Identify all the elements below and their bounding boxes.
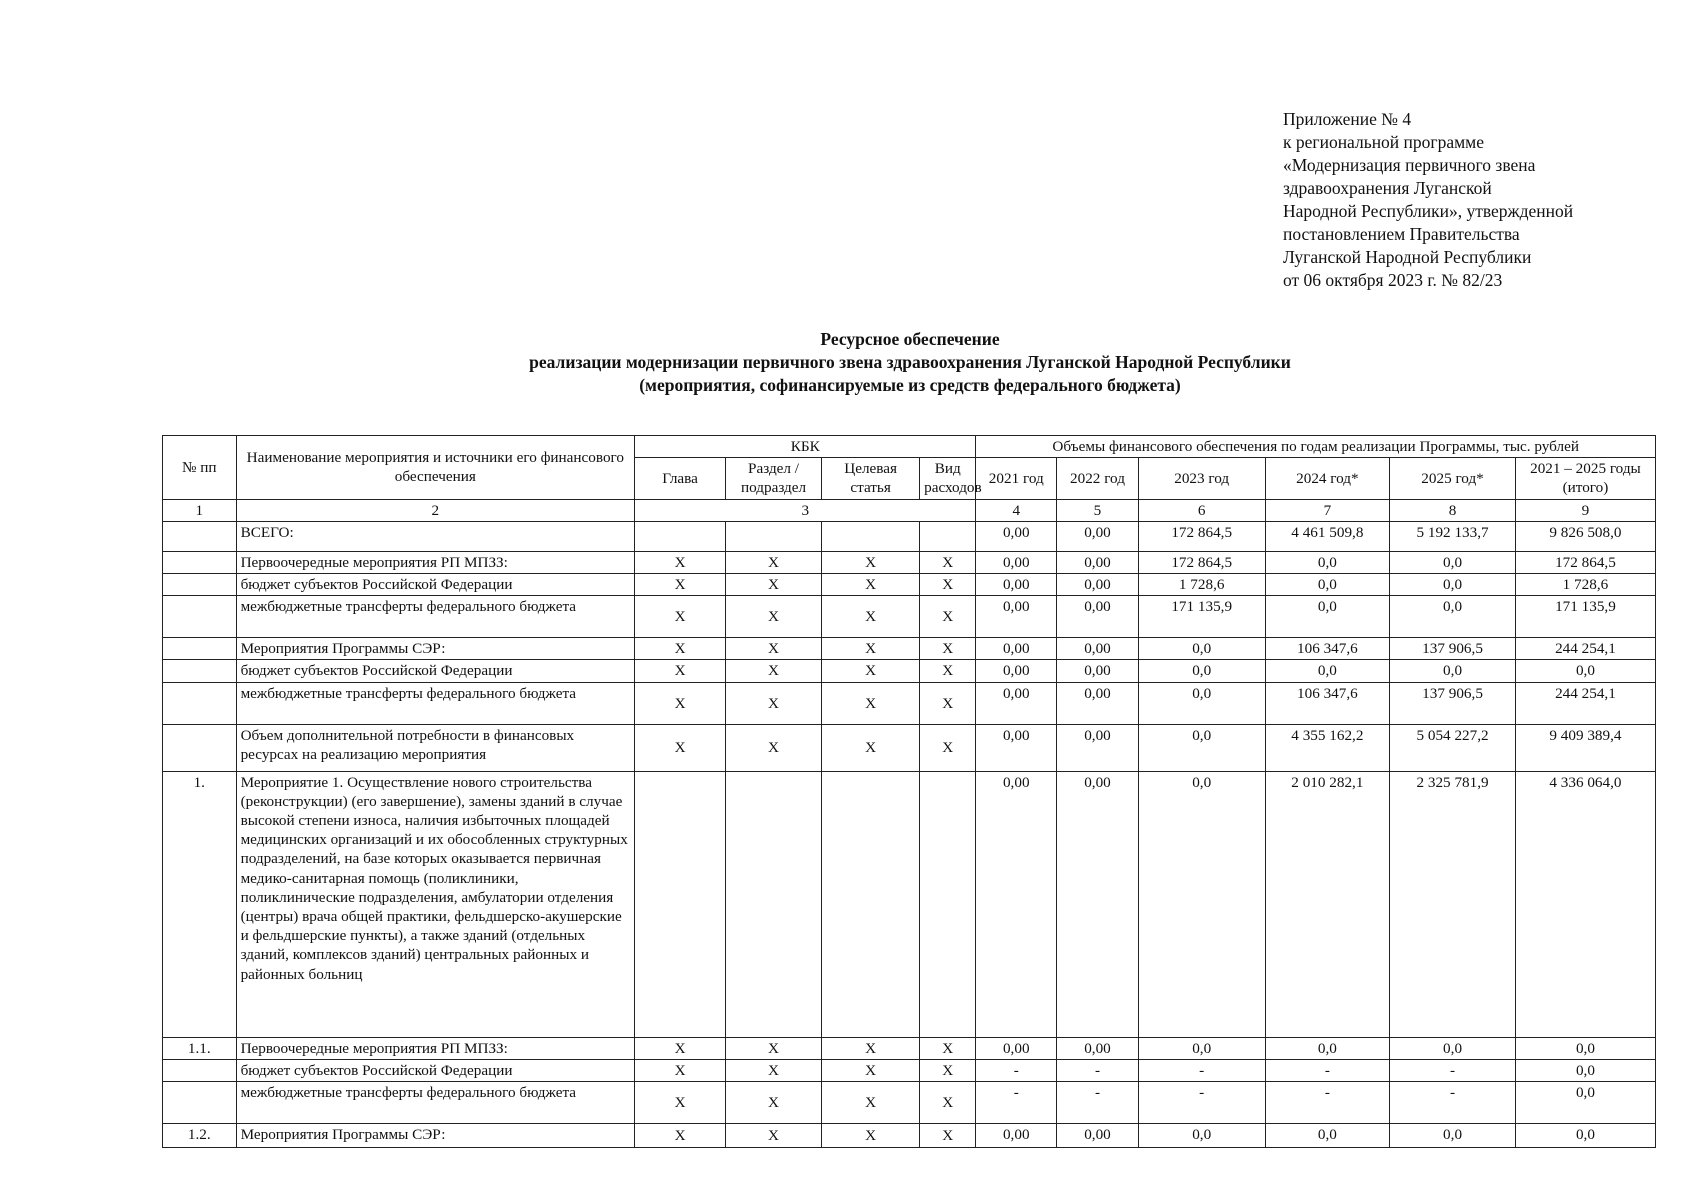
kbk-cell: X <box>822 1059 920 1081</box>
title-line-3: (мероприятия, софинансируемые из средств федерального бюджета) <box>639 375 1181 395</box>
value-cell: 0,0 <box>1390 1124 1516 1148</box>
header-2021: 2021 год <box>976 458 1057 499</box>
row-number <box>163 1059 237 1081</box>
table-row <box>163 551 1656 573</box>
row-name: Первоочередные мероприятия РП МПЗЗ: <box>236 551 635 573</box>
table-row <box>163 1124 1656 1148</box>
value-cell: 0,0 <box>1138 1037 1265 1059</box>
value-cell: 0,0 <box>1390 660 1516 682</box>
value-cell: 0,00 <box>1057 1037 1139 1059</box>
value-cell: 0,0 <box>1265 551 1390 573</box>
kbk-cell: X <box>726 551 822 573</box>
row-name: Первоочередные мероприятия РП МПЗЗ: <box>236 1037 635 1059</box>
value-cell: 244 254,1 <box>1515 682 1655 724</box>
row-name: бюджет субъектов Российской Федерации <box>236 1059 635 1081</box>
header-celevaya: Целевая статья <box>822 458 920 499</box>
value-cell: - <box>976 1059 1057 1081</box>
appendix-line: здравоохранения Луганской <box>1283 178 1492 198</box>
row-name: Объем дополнительной потребности в финансовых ресурсах на реализацию мероприятия <box>236 724 635 771</box>
value-cell: 4 461 509,8 <box>1265 521 1390 551</box>
kbk-cell: X <box>822 551 920 573</box>
appendix-line: Приложение № 4 <box>1283 109 1412 129</box>
value-cell: 4 336 064,0 <box>1515 771 1655 1037</box>
kbk-cell: X <box>920 574 976 596</box>
header-num: № пп <box>163 436 237 500</box>
row-number <box>163 660 237 682</box>
value-cell: - <box>1265 1059 1390 1081</box>
row-name: межбюджетные трансферты федерального бюджета <box>236 1082 635 1124</box>
header-razdel: Раздел / подраздел <box>726 458 822 499</box>
colnum: 3 <box>635 499 976 521</box>
value-cell: 0,00 <box>976 1037 1057 1059</box>
appendix-line: Луганской Народной Республики <box>1283 247 1532 267</box>
table-row <box>163 521 1656 551</box>
value-cell: 172 864,5 <box>1515 551 1655 573</box>
value-cell: 0,0 <box>1515 660 1655 682</box>
value-cell: 0,0 <box>1390 574 1516 596</box>
value-cell: 0,0 <box>1138 771 1265 1037</box>
value-cell: - <box>1390 1059 1516 1081</box>
kbk-cell: X <box>920 551 976 573</box>
row-number <box>163 596 237 638</box>
header-2024: 2024 год* <box>1265 458 1390 499</box>
value-cell: - <box>1138 1082 1265 1124</box>
header-row <box>163 436 1656 458</box>
kbk-cell <box>822 771 920 1037</box>
value-cell: - <box>1057 1059 1139 1081</box>
row-name: межбюджетные трансферты федерального бюджета <box>236 596 635 638</box>
value-cell: 171 135,9 <box>1138 596 1265 638</box>
value-cell: 0,00 <box>1057 724 1139 771</box>
value-cell: 2 010 282,1 <box>1265 771 1390 1037</box>
table-row <box>163 771 1656 1037</box>
row-number <box>163 574 237 596</box>
kbk-cell: X <box>635 724 726 771</box>
kbk-cell: X <box>635 574 726 596</box>
appendix-line: от 06 октября 2023 г. № 82/23 <box>1283 270 1503 290</box>
value-cell: 172 864,5 <box>1138 521 1265 551</box>
value-cell: 106 347,6 <box>1265 638 1390 660</box>
value-cell: 0,00 <box>1057 574 1139 596</box>
value-cell: 0,0 <box>1390 551 1516 573</box>
table-row <box>163 1059 1656 1081</box>
value-cell: 5 054 227,2 <box>1390 724 1516 771</box>
header-2022: 2022 год <box>1057 458 1139 499</box>
value-cell: 172 864,5 <box>1138 551 1265 573</box>
value-cell: 0,0 <box>1515 1124 1655 1148</box>
value-cell: 0,00 <box>976 521 1057 551</box>
kbk-cell: X <box>920 1082 976 1124</box>
kbk-cell: X <box>726 1037 822 1059</box>
kbk-cell: X <box>726 638 822 660</box>
row-number <box>163 521 237 551</box>
table-row <box>163 660 1656 682</box>
value-cell: 0,00 <box>1057 521 1139 551</box>
kbk-cell: X <box>822 724 920 771</box>
value-cell: 244 254,1 <box>1515 638 1655 660</box>
header-kbk: КБК <box>635 436 976 458</box>
document-title <box>0 328 1696 397</box>
kbk-cell: X <box>822 660 920 682</box>
kbk-cell: X <box>920 638 976 660</box>
value-cell: 0,0 <box>1265 660 1390 682</box>
header-total: 2021 – 2025 годы (итого) <box>1515 458 1655 499</box>
value-cell: 137 906,5 <box>1390 638 1516 660</box>
kbk-cell <box>822 521 920 551</box>
colnum: 4 <box>976 499 1057 521</box>
value-cell: 106 347,6 <box>1265 682 1390 724</box>
value-cell: 1 728,6 <box>1515 574 1655 596</box>
table-row <box>163 682 1656 724</box>
header-2025: 2025 год* <box>1390 458 1516 499</box>
appendix-line: Народной Республики», утвержденной <box>1283 201 1574 221</box>
table-row <box>163 596 1656 638</box>
row-name: Мероприятие 1. Осуществление нового строительства (реконструкции) (его завершение), замены зданий в случае высокой степени износа, наличия избыточных площадей медицинских организаций и их обособленных структурных подразделений, на базе которых оказывается первичная медико-санитарная помощь (поликлиники, поликлинические подразделения, амбулатории отделения (центры) врача общей практики, фельдшерско-акушерские и фельдшерские пункты), а также зданий (отдельных зданий, комплексов зданий) центральных районных и районных больниц <box>236 771 635 1037</box>
table-row <box>163 638 1656 660</box>
value-cell: 2 325 781,9 <box>1390 771 1516 1037</box>
value-cell: 0,00 <box>1057 551 1139 573</box>
kbk-cell: X <box>822 682 920 724</box>
kbk-cell: X <box>726 1082 822 1124</box>
value-cell: - <box>1057 1082 1139 1124</box>
table-row <box>163 574 1656 596</box>
kbk-cell: X <box>726 660 822 682</box>
value-cell: 0,0 <box>1138 682 1265 724</box>
appendix-block <box>1283 108 1573 292</box>
row-number <box>163 724 237 771</box>
row-number: 1.2. <box>163 1124 237 1148</box>
table-row <box>163 724 1656 771</box>
kbk-cell: X <box>726 1124 822 1148</box>
value-cell: 0,0 <box>1515 1082 1655 1124</box>
kbk-cell <box>726 771 822 1037</box>
value-cell: 0,0 <box>1138 1124 1265 1148</box>
value-cell: 0,00 <box>976 771 1057 1037</box>
row-number: 1.1. <box>163 1037 237 1059</box>
header-volumes: Объемы финансового обеспечения по годам реализации Программы, тыс. рублей <box>976 436 1656 458</box>
kbk-cell: X <box>726 1059 822 1081</box>
colnum: 7 <box>1265 499 1390 521</box>
kbk-cell <box>635 521 726 551</box>
value-cell: 9 826 508,0 <box>1515 521 1655 551</box>
kbk-cell: X <box>822 638 920 660</box>
row-number: 1. <box>163 771 237 1037</box>
value-cell: 0,00 <box>976 1124 1057 1148</box>
header-2023: 2023 год <box>1138 458 1265 499</box>
value-cell: 0,00 <box>976 660 1057 682</box>
value-cell: 0,0 <box>1138 660 1265 682</box>
value-cell: 4 355 162,2 <box>1265 724 1390 771</box>
row-number <box>163 1082 237 1124</box>
row-name: Мероприятия Программы СЭР: <box>236 1124 635 1148</box>
kbk-cell: X <box>920 596 976 638</box>
kbk-cell: X <box>822 1124 920 1148</box>
value-cell: 0,0 <box>1390 1037 1516 1059</box>
value-cell: 0,0 <box>1138 638 1265 660</box>
kbk-cell: X <box>635 1124 726 1148</box>
value-cell: 0,00 <box>976 638 1057 660</box>
table-row <box>163 1082 1656 1124</box>
colnum: 6 <box>1138 499 1265 521</box>
value-cell: 0,0 <box>1515 1059 1655 1081</box>
value-cell: - <box>1138 1059 1265 1081</box>
kbk-cell: X <box>920 1037 976 1059</box>
title-line-1: Ресурсное обеспечение <box>820 329 1000 349</box>
appendix-line: постановлением Правительства <box>1283 224 1520 244</box>
value-cell: 0,0 <box>1265 1037 1390 1059</box>
kbk-cell: X <box>635 596 726 638</box>
kbk-cell: X <box>822 596 920 638</box>
title-line-2: реализации модернизации первичного звена здравоохранения Луганской Народной Республики <box>529 352 1291 372</box>
kbk-cell <box>635 771 726 1037</box>
kbk-cell: X <box>920 660 976 682</box>
value-cell: 171 135,9 <box>1515 596 1655 638</box>
kbk-cell: X <box>726 574 822 596</box>
value-cell: - <box>1390 1082 1516 1124</box>
kbk-cell: X <box>920 1124 976 1148</box>
kbk-cell: X <box>920 724 976 771</box>
colnum: 8 <box>1390 499 1516 521</box>
kbk-cell: X <box>635 682 726 724</box>
value-cell: 0,00 <box>1057 638 1139 660</box>
kbk-cell: X <box>822 574 920 596</box>
value-cell: 0,00 <box>976 551 1057 573</box>
kbk-cell: X <box>635 660 726 682</box>
kbk-cell: X <box>822 1082 920 1124</box>
header-vid: Вид расходов <box>920 458 976 499</box>
value-cell: 9 409 389,4 <box>1515 724 1655 771</box>
value-cell: 0,00 <box>1057 1124 1139 1148</box>
kbk-cell: X <box>726 724 822 771</box>
kbk-cell: X <box>726 682 822 724</box>
colnum: 1 <box>163 499 237 521</box>
header-name: Наименование мероприятия и источники его финансового обеспечения <box>236 436 635 500</box>
value-cell: 0,00 <box>976 724 1057 771</box>
value-cell: 0,0 <box>1390 596 1516 638</box>
value-cell: 0,0 <box>1515 1037 1655 1059</box>
value-cell: 0,0 <box>1265 574 1390 596</box>
kbk-cell <box>920 771 976 1037</box>
kbk-cell: X <box>635 1037 726 1059</box>
kbk-cell: X <box>635 1082 726 1124</box>
row-number <box>163 551 237 573</box>
value-cell: 0,00 <box>976 596 1057 638</box>
table-row <box>163 1037 1656 1059</box>
value-cell: 0,0 <box>1265 1124 1390 1148</box>
value-cell: 0,00 <box>1057 596 1139 638</box>
colnum: 5 <box>1057 499 1139 521</box>
kbk-cell: X <box>920 1059 976 1081</box>
value-cell: 0,0 <box>1138 724 1265 771</box>
kbk-cell: X <box>635 638 726 660</box>
value-cell: - <box>1265 1082 1390 1124</box>
kbk-cell <box>920 521 976 551</box>
appendix-line: к региональной программе <box>1283 132 1485 152</box>
colnum: 2 <box>236 499 635 521</box>
column-number-row <box>163 499 1656 521</box>
row-name: бюджет субъектов Российской Федерации <box>236 574 635 596</box>
row-number <box>163 638 237 660</box>
colnum: 9 <box>1515 499 1655 521</box>
kbk-cell: X <box>635 551 726 573</box>
value-cell: 0,00 <box>1057 771 1139 1037</box>
resource-table <box>162 435 1656 1148</box>
value-cell: 0,00 <box>976 682 1057 724</box>
value-cell: 137 906,5 <box>1390 682 1516 724</box>
kbk-cell <box>726 521 822 551</box>
row-name: Мероприятия Программы СЭР: <box>236 638 635 660</box>
value-cell: - <box>976 1082 1057 1124</box>
value-cell: 5 192 133,7 <box>1390 521 1516 551</box>
row-number <box>163 682 237 724</box>
value-cell: 0,00 <box>976 574 1057 596</box>
row-name: ВСЕГО: <box>236 521 635 551</box>
value-cell: 1 728,6 <box>1138 574 1265 596</box>
kbk-cell: X <box>635 1059 726 1081</box>
row-name: межбюджетные трансферты федерального бюджета <box>236 682 635 724</box>
value-cell: 0,00 <box>1057 660 1139 682</box>
value-cell: 0,0 <box>1265 596 1390 638</box>
kbk-cell: X <box>822 1037 920 1059</box>
header-glava: Глава <box>635 458 726 499</box>
value-cell: 0,00 <box>1057 682 1139 724</box>
kbk-cell: X <box>726 596 822 638</box>
appendix-line: «Модернизация первичного звена <box>1283 155 1536 175</box>
kbk-cell: X <box>920 682 976 724</box>
row-name: бюджет субъектов Российской Федерации <box>236 660 635 682</box>
